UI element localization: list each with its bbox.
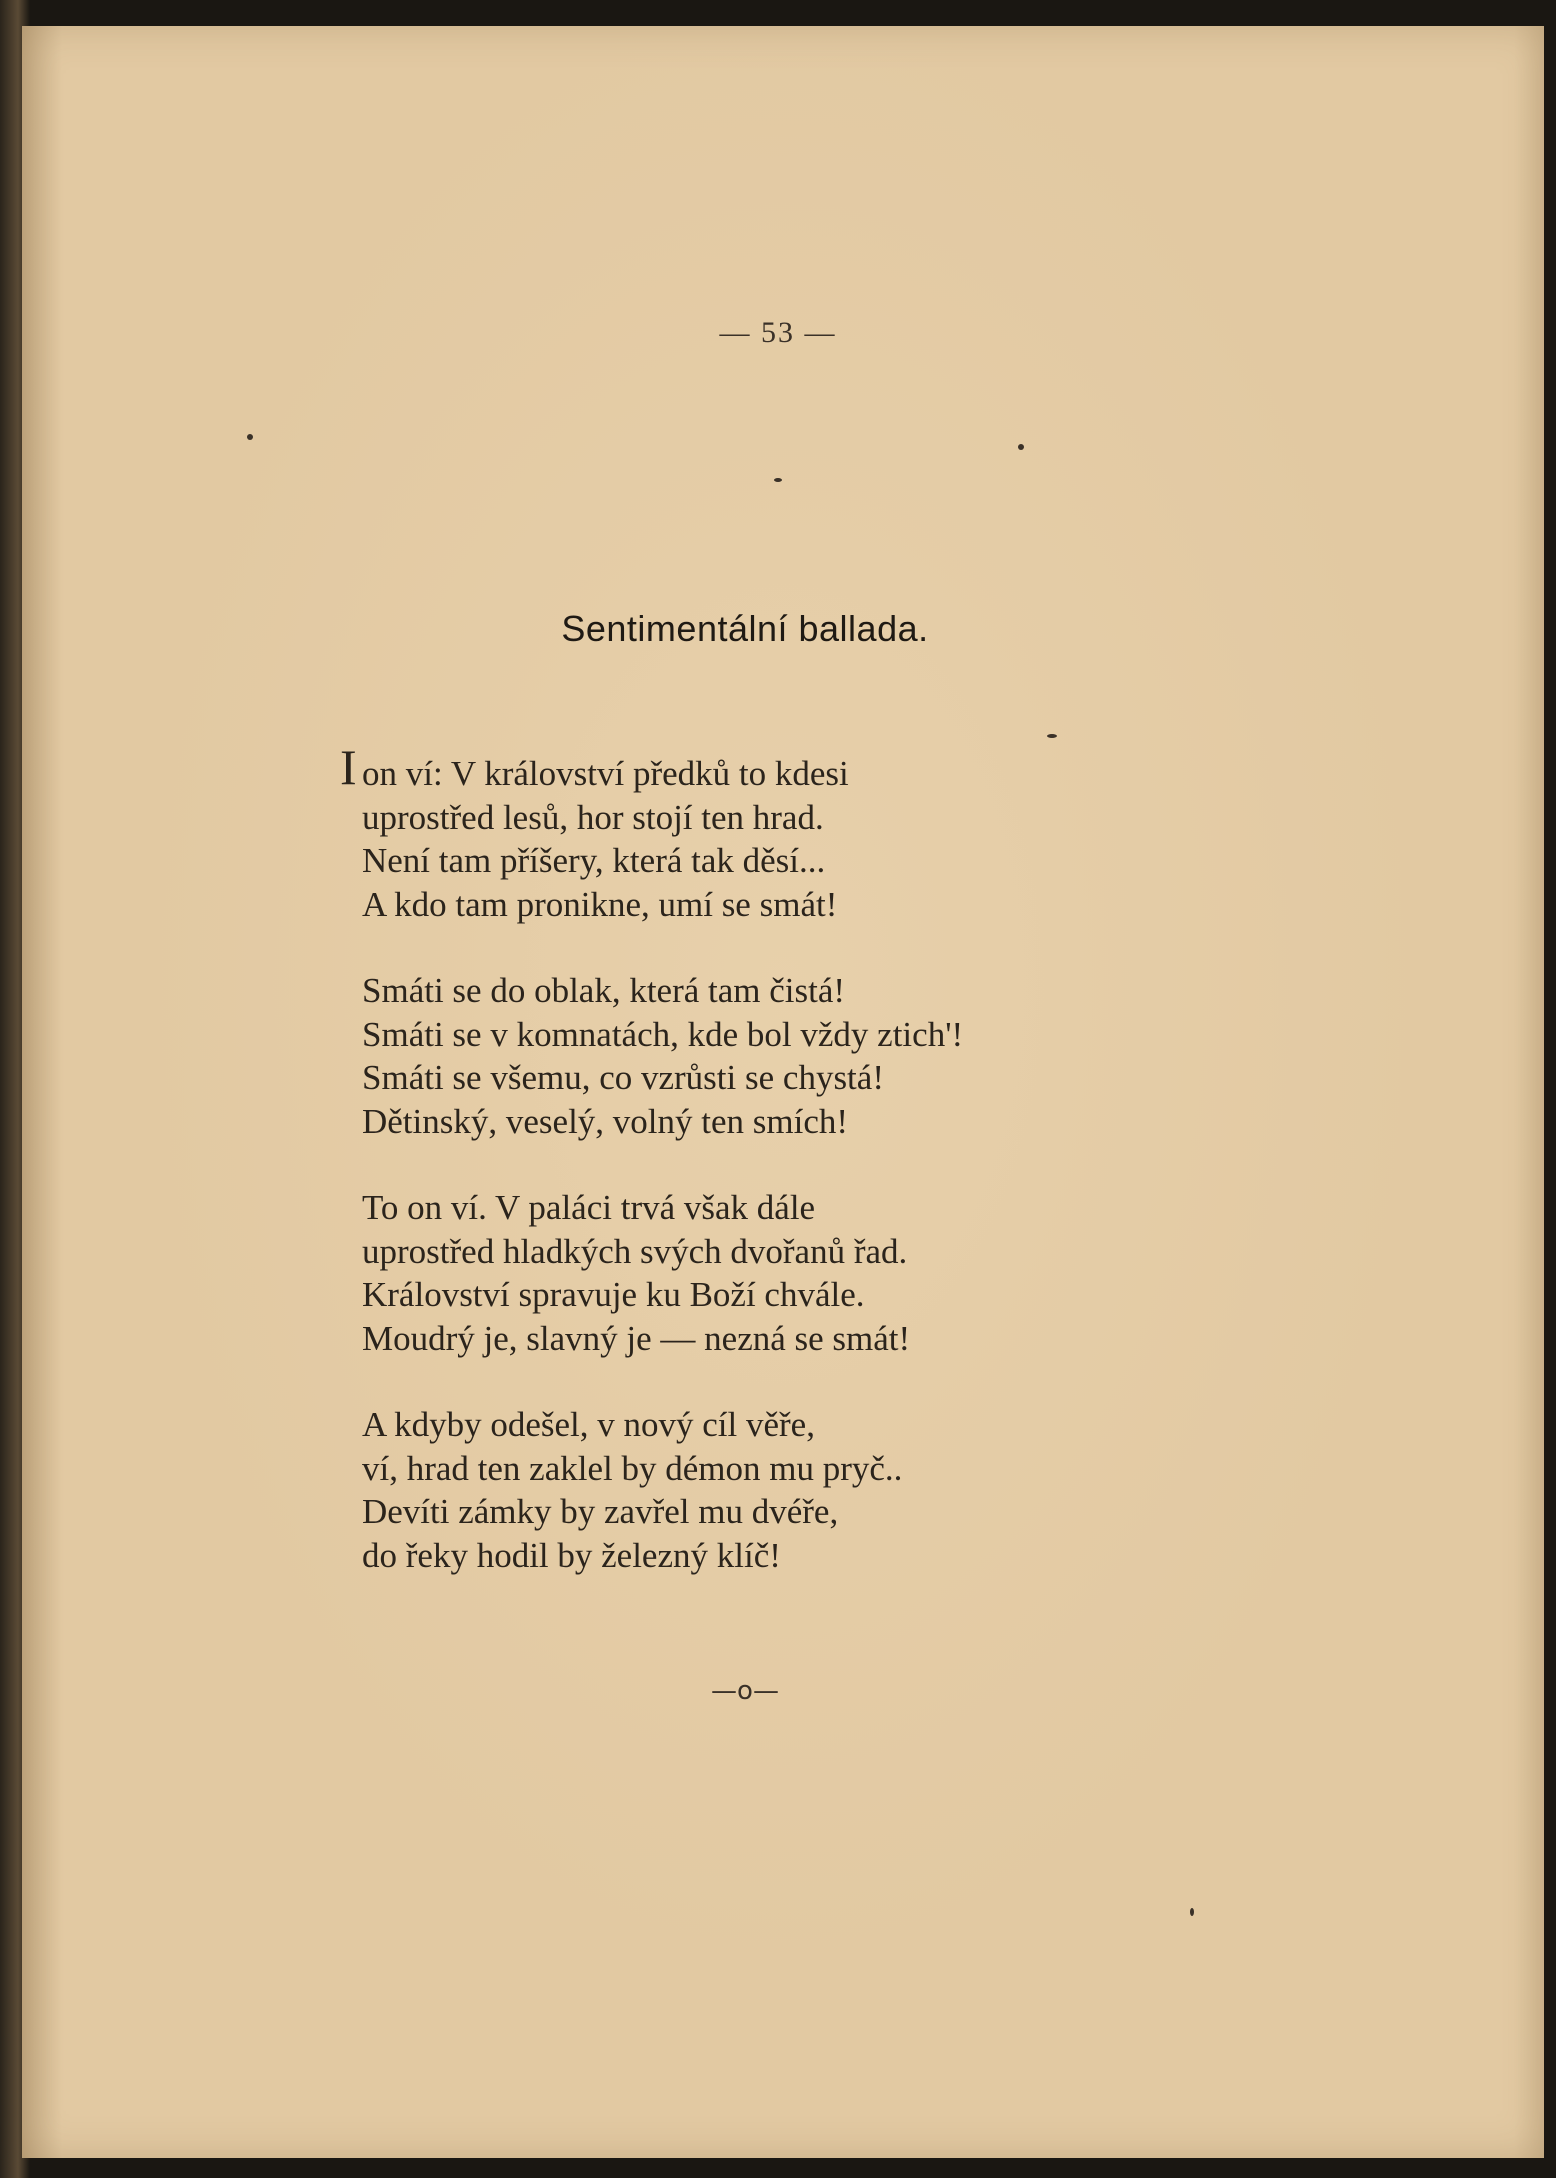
poem-line: A kdo tam pronikne, umí se smát! [362, 884, 838, 924]
poem-line-text: on ví: V království předků to kdesi [362, 754, 849, 793]
poem-line: To on ví. V paláci trvá však dále [362, 1188, 816, 1227]
poem-title: Sentimentální ballada. [561, 608, 929, 649]
poem-line: Smáti se všemu, co vzrůsti se chystá! [362, 1058, 884, 1097]
poem-body [340, 739, 1482, 1620]
poem-line: do řeky hodil by železný klíč! [362, 1535, 781, 1575]
page-number: — 53 — [719, 316, 837, 349]
poem-line: Království spravuje ku Boží chvále. [362, 1275, 865, 1314]
stanza-4 [362, 1403, 1482, 1577]
poem-line: Smáti se do oblak, která tam čistá! [362, 971, 846, 1010]
stanza-2 [362, 969, 1482, 1143]
stanza-1 [340, 739, 1482, 926]
poem-line: Dětinský, veselý, volný ten smích! [362, 1101, 849, 1141]
poem-line: Smáti se v komnatách, kde bol vždy ztich'! [362, 1014, 964, 1054]
poem-line: ví, hrad ten zaklel by démon mu pryč.. [362, 1448, 903, 1488]
stanza-3 [362, 1186, 1482, 1360]
end-ornament: —o— [711, 1676, 779, 1706]
poem-line [340, 739, 1482, 796]
drop-cap: I [340, 739, 357, 795]
poem-line: uprostřed lesů, hor stojí ten hrad. [362, 797, 824, 837]
paper-speck [1047, 734, 1057, 738]
poem-line: Není tam příšery, která tak děsí... [362, 841, 826, 880]
paper-speck [774, 478, 782, 482]
poem-line: uprostřed hladkých svých dvořanů řad. [362, 1231, 908, 1271]
paper-speck [1018, 444, 1024, 450]
paper-speck [247, 434, 253, 440]
poem-line: Moudrý je, slavný je — nezná se smát! [362, 1318, 911, 1358]
poem-line: Devíti zámky by zavřel mu dvéře, [362, 1492, 839, 1531]
poem-line: A kdyby odešel, v nový cíl věře, [362, 1405, 815, 1444]
paper-speck [1190, 1908, 1194, 1916]
